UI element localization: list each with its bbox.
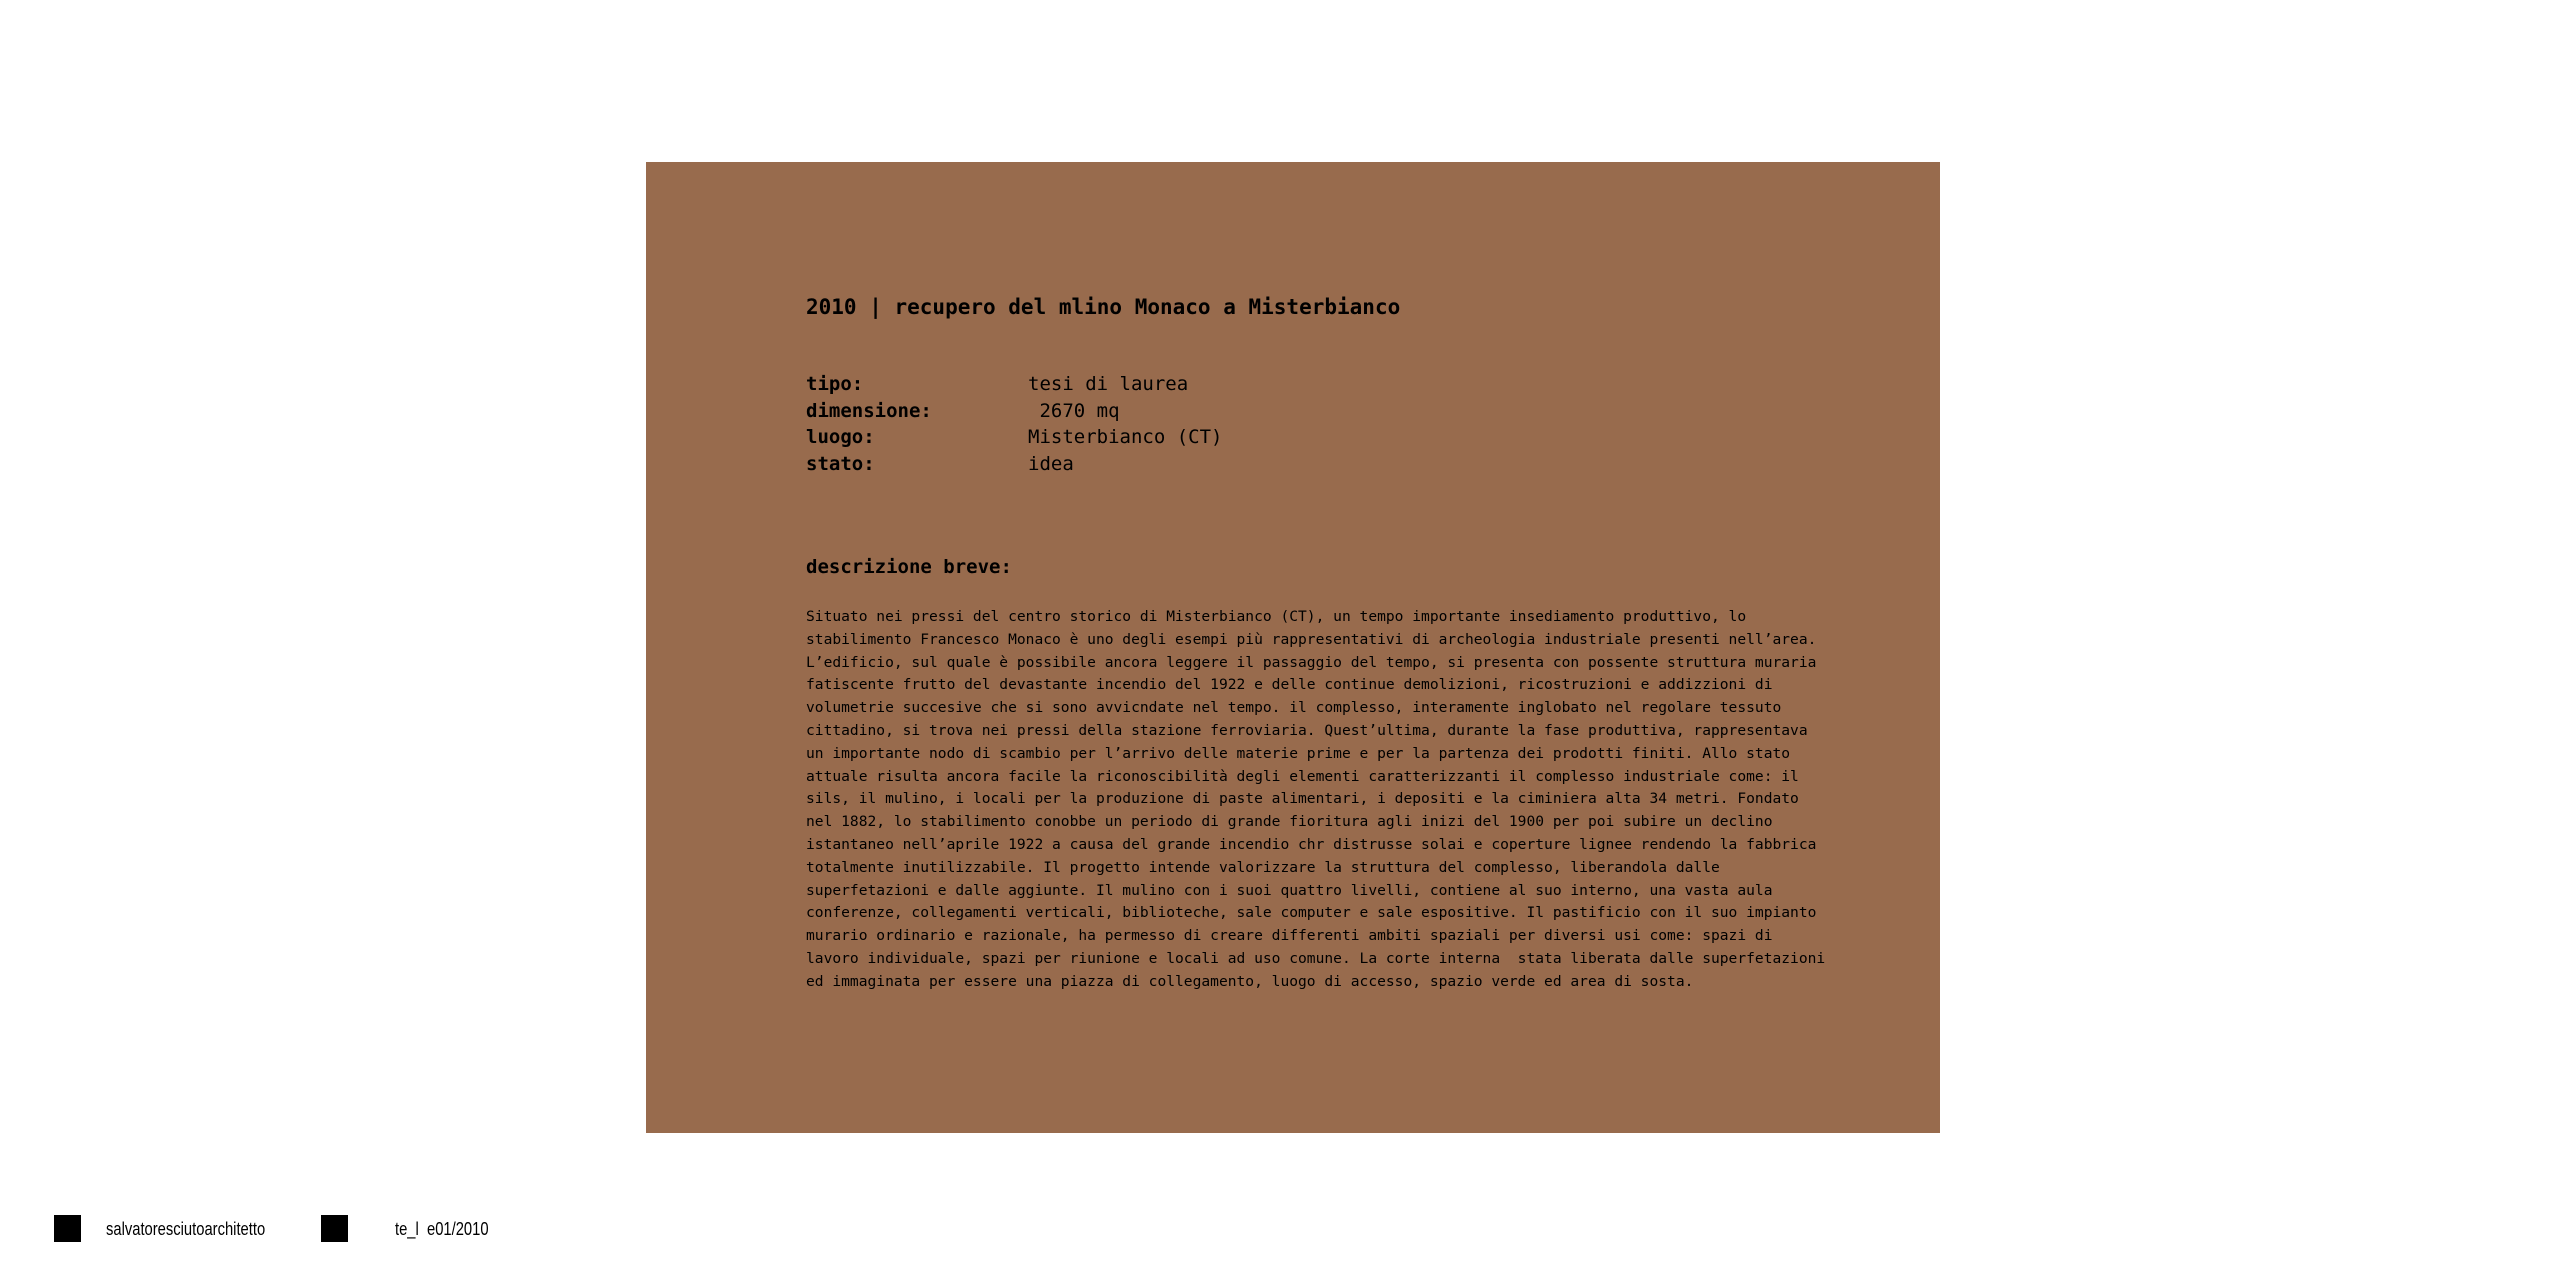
project-content [806,293,1826,994]
page-code-link[interactable]: te_l e01/2010 [395,1219,489,1239]
home-square-icon[interactable] [54,1215,81,1242]
spec-value: 2670 mq [1028,399,1120,422]
spec-label: tipo: [806,373,864,395]
description-line: sils, il mulino, i locali per la produzione di paste alimentari, i depositi e la ciminiera alta 34 metri. Fondato [806,790,1799,808]
description-line: istantaneo nell’aprile 1922 a causa del grande incendio chr distrusse solai e coperture lignee rendendo la fabbrica [806,835,1817,853]
spec-row-dimensione [806,398,1806,425]
spec-value: Misterbianco (CT) [1028,426,1223,448]
description-line: Situato nei pressi del centro storico di Misterbianco (CT), un tempo importante insediamento produttivo, lo [806,608,1747,625]
description-line: murario ordinario e razionale, ha permesso di creare differenti ambiti spaziali per diversi usi come: spazi di [806,927,1773,945]
menu-square-icon[interactable] [321,1215,348,1242]
description-line: lavoro individuale, spazi per riunione e locali ad uso comune. La corte interna stata liberata dalle superfetazioni [806,949,1826,967]
spec-label: luogo: [806,426,875,448]
project-panel [646,162,1940,1133]
description-line: superfetazioni e dalle aggiunte. Il mulino con i suoi quattro livelli, contiene al suo interno, una vasta aula [806,881,1773,899]
spec-label: stato: [806,452,875,475]
spec-row-stato [806,451,1806,478]
description-line: totalmente inutilizzabile. Il progetto intende valorizzare la struttura del complesso, liberandola dalle [806,858,1720,876]
project-specs [806,371,1806,477]
description-line: attuale risulta ancora facile la riconoscibilità degli elementi caratterizzanti il complesso industriale come: il [806,767,1799,785]
description-line: volumetrie succesive che si sono avvicndate nel tempo. il complesso, interamente inglobato nel regolare tessuto [806,699,1782,717]
description-line: conferenze, collegamenti verticali, biblioteche, sale computer e sale espositive. Il pastificio con il suo impianto [806,904,1817,922]
description-heading: descrizione breve: [806,556,1012,578]
spec-row-tipo [806,371,1806,398]
description-line: fatiscente frutto del devastante incendio del 1922 e delle continue demolizioni, ricostruzioni e addizzioni di [806,676,1773,694]
description-line: nel 1882, lo stabilimento conobbe un periodo di grande fioritura agli inizi del 1900 per poi subire un declino [806,813,1773,831]
description-line: ed immaginata per essere una piazza di collegamento, luogo di accesso, spazio verde ed area di sosta. [806,972,1694,990]
description-line: stabilimento Francesco Monaco è uno degli esempi più rappresentativi di archeologia industriale presenti nell’area. [806,630,1817,648]
spec-value: idea [1028,452,1074,475]
description-line: L’edificio, sul quale è possibile ancora leggere il passaggio del tempo, si presenta con possente struttura muraria [806,653,1817,671]
description-line: un importante nodo di scambio per l’arrivo delle materie prime e per la partenza dei prodotti finiti. Allo stato [806,744,1791,762]
spec-label: dimensione: [806,399,932,422]
project-title: 2010 | recupero del mlino Monaco a Misterbianco [806,295,1401,319]
description-line: cittadino, si trova nei pressi della stazione ferroviaria. Quest’ultima, durante la fase produttiva, rappresentava [806,721,1808,739]
description-body [806,606,1826,994]
spec-row-luogo [806,424,1806,451]
site-name-link[interactable]: salvatoresciutoarchitetto [106,1219,266,1239]
spec-value: tesi di laurea [1028,373,1189,395]
footer [0,1215,2560,1245]
